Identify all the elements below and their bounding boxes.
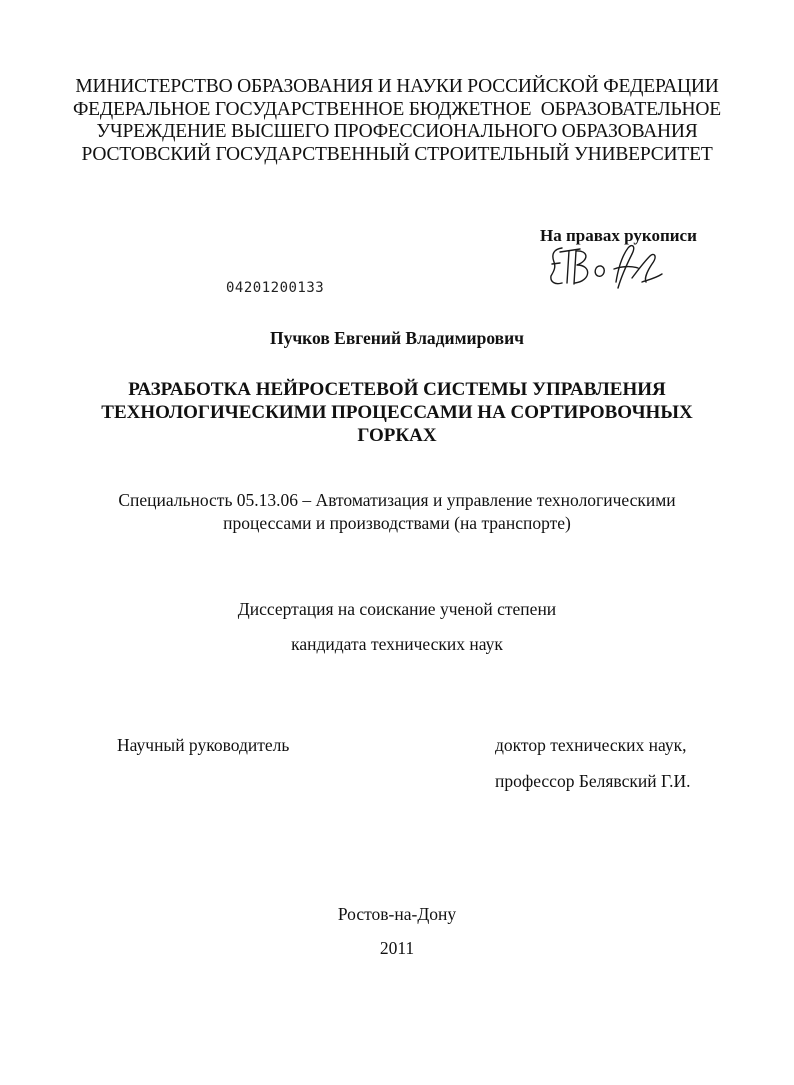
dissertation-title (0, 378, 794, 447)
dissertation-line: Диссертация на соискание ученой степени (237, 599, 557, 619)
supervisor-name: профессор Белявский Г.И. (495, 771, 691, 791)
specialty-line: Специальность 05.13.06 – Автоматизация и управление технологическими (118, 490, 676, 510)
specialty (0, 489, 794, 535)
title-line: ГОРКАХ (357, 425, 437, 446)
ministry-header (0, 76, 794, 166)
registration-number: 04201200133 (226, 280, 325, 296)
title-line: РАЗРАБОТКА НЕЙРОСЕТЕВОЙ СИСТЕМЫ УПРАВЛЕНИЯ (128, 379, 666, 400)
degree-line: кандидата технических наук (291, 634, 503, 654)
handwritten-signature (546, 238, 664, 300)
ministry-line: УЧРЕЖДЕНИЕ ВЫСШЕГО ПРОФЕССИОНАЛЬНОГО ОБРАЗОВАНИЯ (96, 121, 698, 142)
manuscript-note: На правах рукописи (540, 226, 697, 245)
ministry-line: МИНИСТЕРСТВО ОБРАЗОВАНИЯ И НАУКИ РОССИЙСКОЙ ФЕДЕРАЦИИ (75, 76, 719, 97)
title-line: ТЕХНОЛОГИЧЕСКИМИ ПРОЦЕССАМИ НА СОРТИРОВОЧНЫХ (101, 402, 693, 423)
ministry-line: РОСТОВСКИЙ ГОСУДАРСТВЕННЫЙ СТРОИТЕЛЬНЫЙ УНИВЕРСИТЕТ (81, 143, 713, 165)
year: 2011 (379, 938, 415, 958)
ministry-line: ФЕДЕРАЛЬНОЕ ГОСУДАРСТВЕННОЕ БЮДЖЕТНОЕ ОБРАЗОВАТЕЛЬНОЕ (72, 98, 722, 120)
city: Ростов-на-Дону (337, 904, 457, 924)
supervisor-degree: доктор технических наук, (495, 735, 687, 755)
supervisor-label: Научный руководитель (117, 735, 290, 755)
author-name: Пучков Евгений Владимирович (269, 328, 525, 348)
specialty-line: процессами и производствами (на транспорте) (223, 513, 571, 533)
